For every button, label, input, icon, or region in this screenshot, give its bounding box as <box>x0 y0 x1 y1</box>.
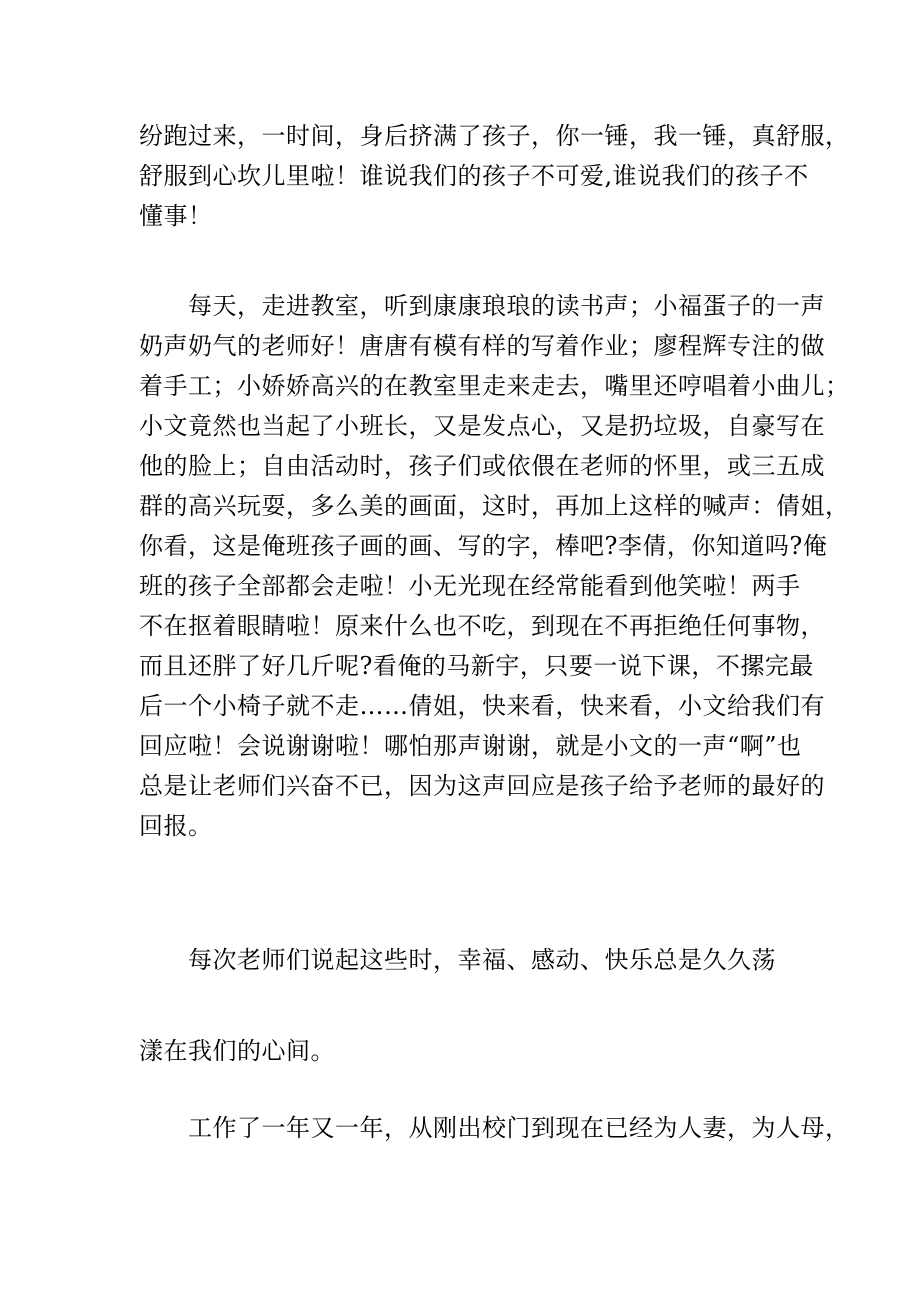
text-line: 回报。 <box>139 812 213 840</box>
text-line: 着手工；小娇娇高兴的在教室里走来走去，嘴里还哼唱着小曲儿； <box>139 372 850 400</box>
text-line: 漾在我们的心间。 <box>139 1037 335 1065</box>
text-line: 每天，走进教室，听到康康琅琅的读书声；小福蛋子的一声 <box>139 292 825 320</box>
text-line: 纷跑过来，一时间，身后挤满了孩子，你一锤，我一锤，真舒服， <box>139 122 850 150</box>
text-line: 不在抠着眼睛啦！原来什么也不吃，到现在不再拒绝任何事物， <box>139 612 825 640</box>
paragraph-2 <box>139 286 850 846</box>
paragraph-4 <box>139 1108 850 1148</box>
paragraph-1 <box>139 116 850 236</box>
text-line: 每次老师们说起这些时，幸福、感动、快乐总是久久荡 <box>139 946 776 974</box>
text-line: 后一个小椅子就不走……倩姐，快来看，快来看，小文给我们有 <box>139 692 825 720</box>
text-line: 舒服到心坎儿里啦！谁说我们的孩子不可爱,谁说我们的孩子不 <box>139 162 809 190</box>
paragraph-3-continued <box>139 1031 799 1071</box>
text-line: 总是让老师们兴奋不已，因为这声回应是孩子给予老师的最好的 <box>139 772 825 800</box>
text-line: 群的高兴玩耍，多么美的画面，这时，再加上这样的喊声：倩姐， <box>139 492 850 520</box>
text-line: 懂事！ <box>139 202 213 230</box>
text-line: 他的脸上；自由活动时，孩子们或依偎在老师的怀里，或三五成 <box>139 452 825 480</box>
text-line: 工作了一年又一年，从刚出校门到现在已经为人妻，为人母， <box>139 1114 850 1142</box>
paragraph-3 <box>139 940 799 980</box>
text-line: 回应啦！会说谢谢啦！哪怕那声谢谢，就是小文的一声“啊”也 <box>139 732 802 760</box>
text-line: 奶声奶气的老师好！唐唐有模有样的写着作业；廖程辉专注的做 <box>139 332 825 360</box>
text-line: 你看，这是俺班孩子画的画、写的字，棒吧?李倩，你知道吗?俺 <box>139 532 828 560</box>
text-line: 而且还胖了好几斤呢?看俺的马新宇，只要一说下课，不摞完最 <box>139 652 814 680</box>
text-line: 小文竟然也当起了小班长，又是发点心，又是扔垃圾，自豪写在 <box>139 412 825 440</box>
text-line: 班的孩子全部都会走啦！小无光现在经常能看到他笑啦！两手 <box>139 572 801 600</box>
